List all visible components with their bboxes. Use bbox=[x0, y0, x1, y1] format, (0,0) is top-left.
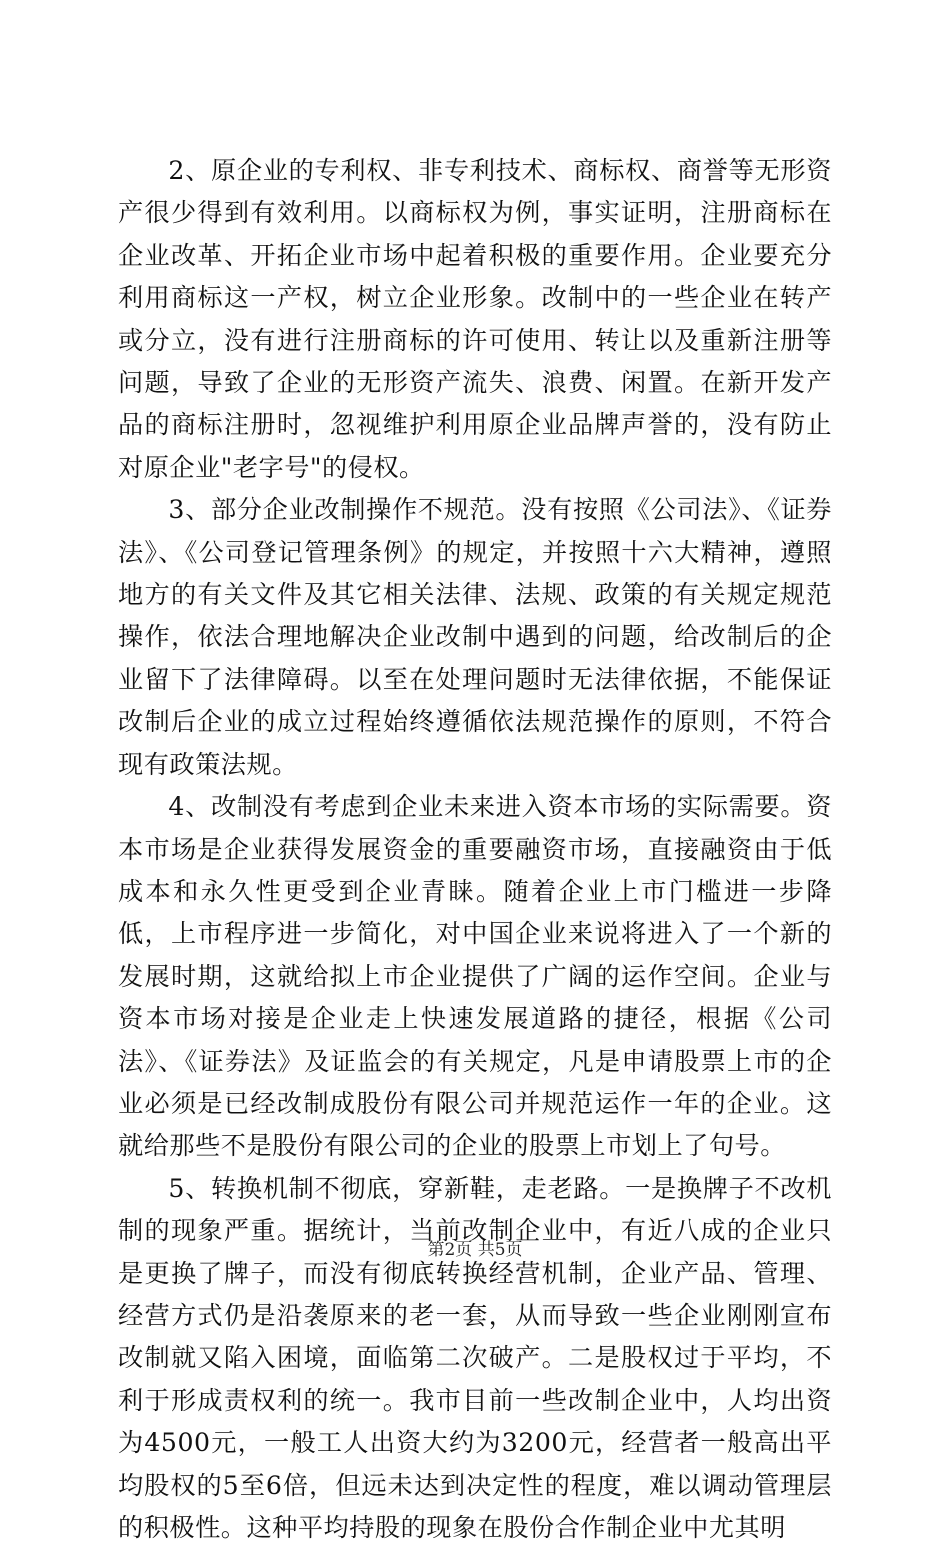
paragraph-item-5: 5、转换机制不彻底，穿新鞋，走老路。一是换牌子不改机制的现象严重。据统计，当前改制企业中，有近八成的企业只是更换了牌子，而没有彻底转换经营机制，企业产品、管理、经营方式仍是沿袭原来的老一套，从而导致一些企业刚刚宣布改制就又陷入困境，面临第二次破产。二是股权过于平均，不利于形成责权利的统一。我市目前一些改制企业中，人均出资为4500元，一般工人出资大约为3200元，经营者一般高出平均股权的5至6倍，但远未达到决定性的程度，难以调动管理层的积极性。这种平均持股的现象在股份合作制企业中尤其明 bbox=[118, 1173, 832, 1542]
document-body bbox=[118, 150, 832, 1549]
paragraph-item-2: 2、原企业的专利权、非专利技术、商标权、商誉等无形资产很少得到有效利用。以商标权为例，事实证明，注册商标在企业改革、开拓企业市场中起着积极的重要作用。企业要充分利用商标这一产权，树立企业形象。改制中的一些企业在转产或分立，没有进行注册商标的许可使用、转让以及重新注册等问题，导致了企业的无形资产流失、浪费、闲置。在新开发产品的商标注册时，忽视维护利用原企业品牌声誉的，没有防止对原企业"老字号"的侵权。 bbox=[118, 156, 832, 482]
paragraph-item-3: 3、部分企业改制操作不规范。没有按照《公司法》、《证券法》、《公司登记管理条例》的规定，并按照十六大精神，遵照地方的有关文件及其它相关法律、法规、政策的有关规定规范操作，依法合理地解决企业改制中遇到的问题，给改制后的企业留下了法律障碍。以至在处理问题时无法律依据，不能保证改制后企业的成立过程始终遵循依法规范操作的原则，不符合现有政策法规。 bbox=[118, 495, 832, 779]
paragraph-item-4: 4、改制没有考虑到企业未来进入资本市场的实际需要。资本市场是企业获得发展资金的重要融资市场，直接融资由于低成本和永久性更受到企业青睐。随着企业上市门槛进一步降低，上市程序进一步简化，对中国企业来说将进入了一个新的发展时期，这就给拟上市企业提供了广阔的运作空间。企业与资本市场对接是企业走上快速发展道路的捷径，根据《公司法》、《证券法》及证监会的有关规定，凡是申请股票上市的企业必须是已经改制成股份有限公司并规范运作一年的企业。这就给那些不是股份有限公司的企业的股票上市划上了句号。 bbox=[118, 792, 832, 1161]
page-number-footer: 第2页 共5页 bbox=[427, 1240, 523, 1260]
